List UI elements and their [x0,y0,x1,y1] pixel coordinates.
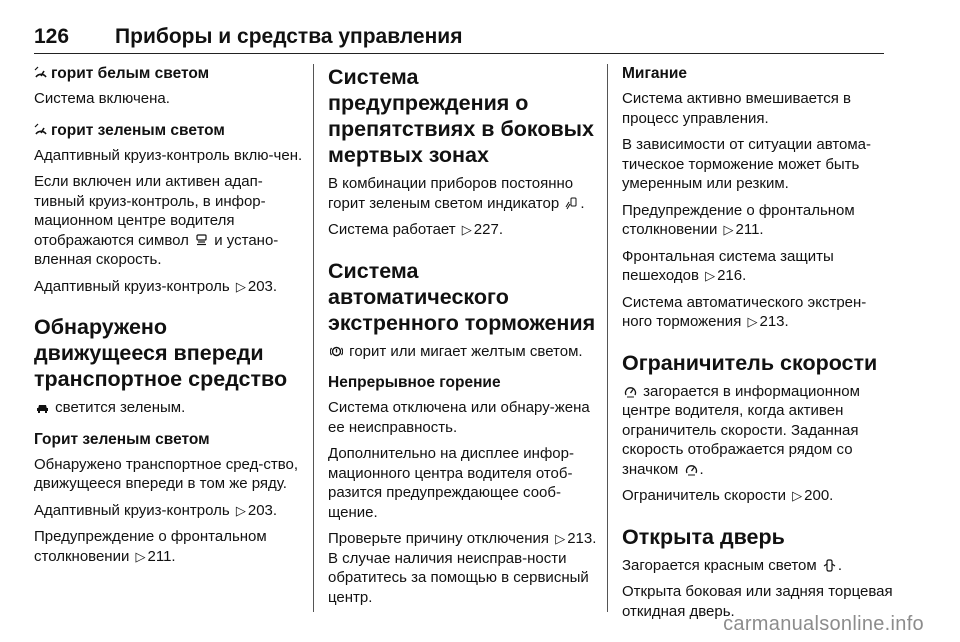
text: Адаптивный круиз-контроль [34,277,230,295]
paragraph [34,172,306,270]
text: . [837,556,843,574]
page-ref-arrow-icon: ▷ [461,222,472,237]
speed-limiter-icon [685,463,698,476]
text: Предупреждение о фронтальном столкновении [622,201,855,238]
column-1 [34,64,306,578]
section-blind-spot [328,64,600,240]
section-green-light [34,430,306,567]
section-heading: Обнаружено движущееся впереди транспортное средство [34,315,288,391]
heading-text: горит белым светом [51,65,210,82]
paragraph [622,556,894,576]
text: В случае наличия неисправ-ности обратитесь за помощью в сервисный центр. [328,549,589,606]
page-ref[interactable]: 213. [759,313,789,330]
paragraph [622,247,894,286]
section-continuous [328,373,600,607]
page-ref[interactable]: 216. [717,267,747,284]
section-speed-limiter [622,350,894,506]
page-ref-arrow-icon: ▷ [747,314,758,329]
section-heading: Мигание [622,65,688,82]
page-ref-arrow-icon: ▷ [705,268,716,283]
door-open-icon [823,559,836,572]
text: Система автоматического экстрен-ного торможения [622,293,867,330]
paragraph: Дополнительно на дисплее инфор-мационного центра водителя отоб-разится предупреждающее сооб-щение. [328,445,574,521]
page-ref[interactable]: 211. [735,221,764,238]
paragraph [622,486,894,506]
text: Предупреждение о фронтальном столкновении [34,528,267,565]
paragraph: Система включена. [34,90,170,107]
text: загорается в информационном центре водителя, когда активен ограничитель скорости. Заданная скорость отображается рядом со значком [622,382,860,478]
adaptive-cruise-icon [34,123,48,137]
heading-text: горит зеленым светом [51,121,225,139]
text: . [580,194,585,212]
paragraph: Адаптивный круиз-контроль вклю-чен. [34,146,303,164]
column-3 [622,64,894,633]
section-heading: Система автоматического экстренного торможения [328,258,596,335]
page-ref[interactable]: 211. [147,547,176,565]
blind-spot-icon [565,197,578,210]
page-ref-arrow-icon: ▷ [792,488,803,503]
text: Адаптивный круиз-контроль [34,501,230,519]
section-acc-white [34,64,306,109]
paragraph: Система активно вмешивается в процесс управления. [622,90,851,127]
paragraph [328,174,600,213]
column-2 [328,64,600,619]
text: Фронтальная система защиты пешеходов [622,247,834,284]
section-heading: Открыта дверь [622,524,785,549]
paragraph: В зависимости от ситуации автома-тическое торможение может быть умеренным или резким. [622,136,872,192]
watermark: carmanualsonline.info [723,613,924,635]
page-ref[interactable]: 213. [567,530,597,547]
text: светится зеленым. [55,399,186,416]
section-auto-emergency-braking [328,258,600,362]
page-number: 126 [34,25,70,48]
paragraph [622,293,894,332]
paragraph: Обнаружено транспортное сред-ство, движущееся впереди в том же ряду. [34,455,299,492]
page-ref[interactable]: 203. [247,501,278,519]
paragraph [34,501,306,521]
text: Загорается красным светом [622,556,817,574]
paragraph [328,220,600,240]
page-ref[interactable]: 227. [473,221,503,238]
text: Ограничитель скорости [622,487,786,504]
adaptive-cruise-icon [34,66,48,80]
paragraph [34,527,306,566]
page-ref[interactable]: 203. [247,277,278,295]
paragraph [34,398,306,418]
paragraph [622,382,894,480]
page-title: Приборы и средства управления [115,25,463,48]
car-front-icon [36,401,49,414]
section-vehicle-ahead [34,314,306,418]
text: Если включен или активен адап-тивный круиз-контроль, в инфор-мационном центре водителя отображаются символ [34,173,266,249]
section-acc-green [34,121,306,297]
paragraph [328,529,600,607]
vehicle-distance-icon [195,234,208,247]
section-door-open [622,524,894,622]
page-ref-arrow-icon: ▷ [235,278,246,294]
paragraph: Открыта боковая или задняя торцевая откидная дверь. [622,583,893,620]
text: Проверьте причину отключения [328,530,550,547]
column-divider [607,64,608,612]
paragraph: Система отключена или обнару-жена ее неисправность. [328,399,590,436]
page-ref[interactable]: 200. [804,487,834,504]
paragraph [34,277,306,297]
section-heading: Непрерывное горение [328,374,501,391]
page-header [34,18,884,54]
text: В комбинации приборов постоянно горит зеленым светом индикатор [328,175,574,212]
paragraph [328,342,600,362]
section-blinking [622,64,894,332]
emergency-braking-icon [330,345,343,358]
column-divider [313,64,314,612]
section-heading [34,64,306,83]
section-heading [34,121,306,140]
text: . [699,460,704,478]
speed-limiter-icon [624,385,637,398]
text: горит или мигает желтым светом. [349,342,583,360]
section-heading: Система предупреждения о препятствиях в боковых мертвых зонах [328,65,594,167]
text: Система работает [328,221,456,238]
text: и устано-вленная скорость. [34,231,279,268]
section-heading: Ограничитель скорости [622,350,878,375]
page-ref-arrow-icon: ▷ [723,222,734,237]
section-heading: Горит зеленым светом [34,430,210,448]
paragraph [622,201,894,240]
page-ref-arrow-icon: ▷ [235,502,246,518]
page-ref-arrow-icon: ▷ [555,531,566,546]
page-ref-arrow-icon: ▷ [135,548,146,564]
